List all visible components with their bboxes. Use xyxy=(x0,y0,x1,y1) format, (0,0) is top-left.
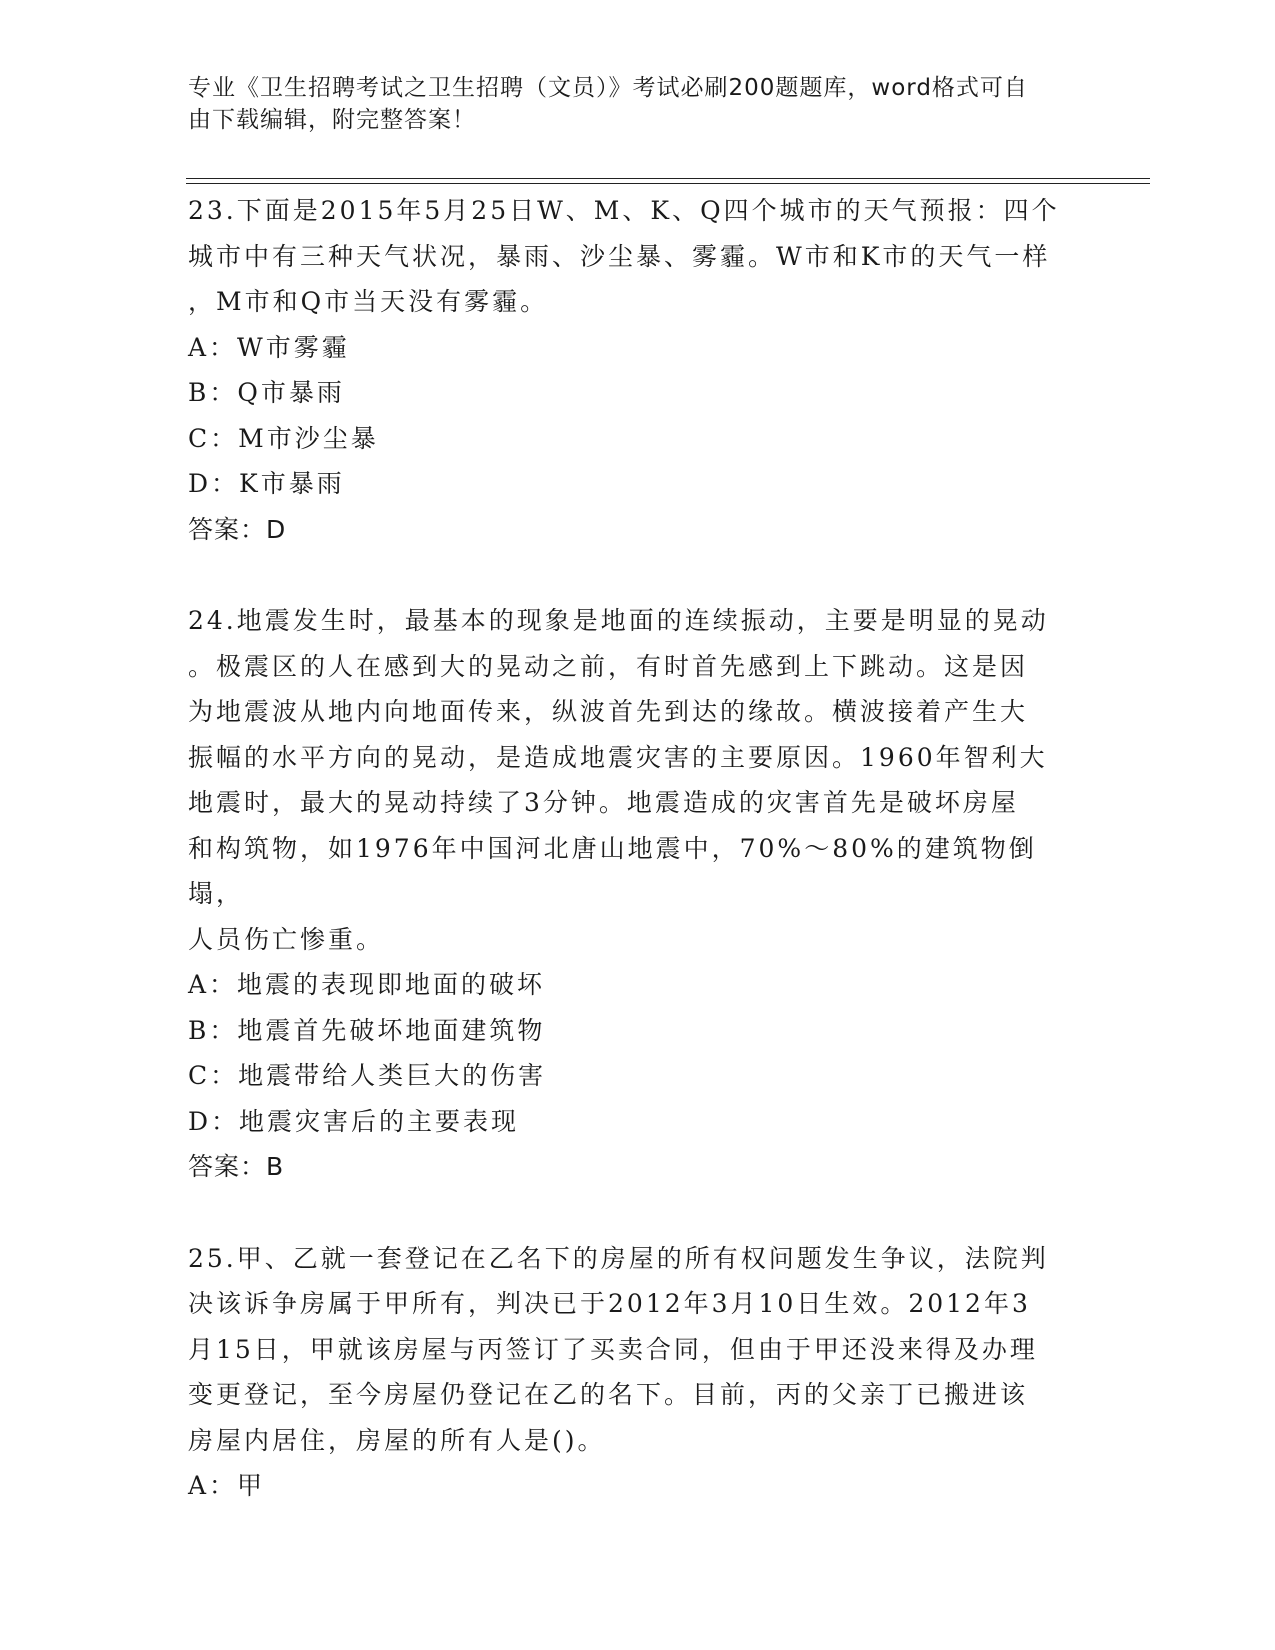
header-rule-top xyxy=(186,178,1150,179)
header-rule-bottom xyxy=(186,183,1150,184)
option-list xyxy=(188,325,1088,507)
option-c: C：地震带给人类巨大的伤害 xyxy=(188,1061,547,1090)
answer-label: 答案：B xyxy=(188,1152,285,1181)
question-list xyxy=(188,188,1088,1555)
option-d: D：地震灾害后的主要表现 xyxy=(188,1106,520,1136)
document-header: 专业《卫生招聘考试之卫生招聘（文员）》考试必刷200题题库，word格式可自 由下载编辑，附完整答案！ xyxy=(188,75,1028,133)
question-stem: 25.甲、乙就一套登记在乙名下的房屋的所有权问题发生争议，法院判 决该诉争房属于甲所有，判决已于2012年3月10日生效。2012年3 月15日，甲就该房屋与丙签订了买卖合同，但由于甲还没来得及办理 变更登记，至今房屋仍登记在乙的名下。目前，丙的父亲丁已搬进该 房屋内居住，房屋的所有人是()。 xyxy=(188,1243,1049,1455)
option-b: B：Q市暴雨 xyxy=(188,378,345,407)
option-a: A：W市雾霾 xyxy=(188,332,350,362)
question-23 xyxy=(188,188,1088,552)
option-d: D：K市暴雨 xyxy=(188,469,345,498)
question-25 xyxy=(188,1236,1088,1509)
option-list xyxy=(188,962,1088,1144)
question-stem: 23.下面是2015年5月25日W、M、K、Q四个城市的天气预报：四个 城市中有三种天气状况，暴雨、沙尘暴、雾霾。W市和K市的天气一样 ，M市和Q市当天没有雾霾。 xyxy=(188,196,1060,316)
answer-label: 答案：D xyxy=(188,514,287,544)
option-b: B：地震首先破坏地面建筑物 xyxy=(188,1015,546,1045)
option-c: C：M市沙尘暴 xyxy=(188,423,379,453)
question-stem: 24.地震发生时，最基本的现象是地面的连续振动，主要是明显的晃动 。极震区的人在感到大的晃动之前，有时首先感到上下跳动。这是因 为地震波从地内向地面传来，纵波首先到达的缘故。横波接着产生大 振幅的水平方向的晃动，是造成地震灾害的主要原因。1960年智利大 地震时，最大的晃动持续了3分钟。地震造成的灾害首先是破坏房屋 和构筑物，如1976年中国河北唐山地震中，70%～80%的建筑物倒塌， 人员伤亡惨重。 xyxy=(188,606,1049,954)
question-24 xyxy=(188,598,1088,1190)
option-list xyxy=(188,1463,1088,1509)
option-a: A：地震的表现即地面的破坏 xyxy=(188,970,546,999)
option-a: A：甲 xyxy=(188,1471,266,1500)
